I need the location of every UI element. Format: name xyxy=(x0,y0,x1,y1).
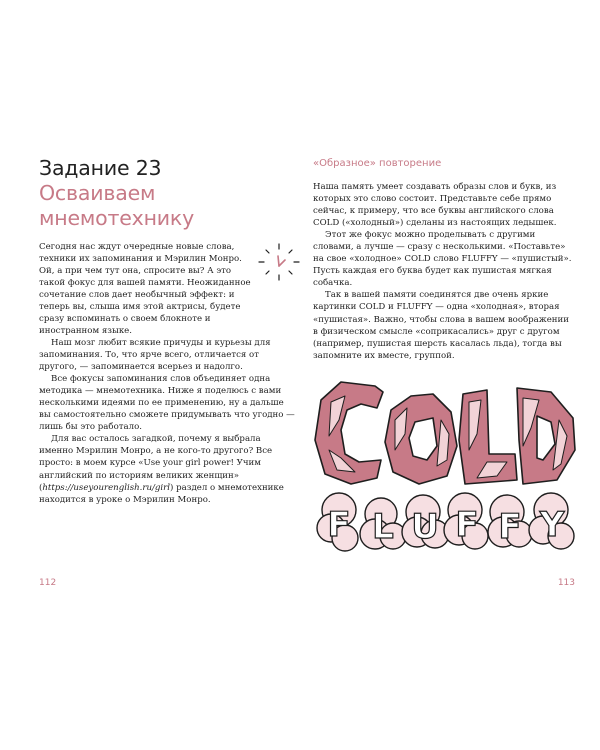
paragraph-4 xyxy=(39,433,297,505)
right-paragraph-2: Этот же фокус можно проделывать с другими словами, а лучше — сразу с несколькими. «Поставьте» на свое «холодное» COLD слово FLUFFY — «пушистый». Пусть каждая его буква будет как пушистая мягкая собачка. xyxy=(313,230,572,289)
page-number-right: 113 xyxy=(557,578,575,588)
right-paragraph-3: Так в вашей памяти соединятся две очень яркие картинки COLD и FLUFFY — одна «холодная», вторая «пушистая». Важно, чтобы слова в вашем воображении в физическом смысле «соприкасались» друг с другом (например, пушистая шерсть касалась льда), тогда вы запомните их вместе, группой. xyxy=(313,290,569,361)
left-page xyxy=(39,0,297,750)
paragraph-4-end: ) раздел о мнемотехнике находится в уроке о Мэрилин Монро. xyxy=(39,482,284,505)
right-text xyxy=(313,181,575,362)
cold-fluffy-illustration xyxy=(311,380,579,560)
intro-text xyxy=(39,241,251,337)
intro-paragraph: Сегодня нас ждут очередные новые слова, техники их запоминания и Мэрилин Монро. Ой, а при чем тут она, спросите вы? А это такой фокус для вашей памяти. Неожиданное сочетание слов дает необычный эффект: и теперь вы, слыша имя этой актрисы, будете сразу вспоминать о своем блокноте и иностранном языке. xyxy=(39,242,251,337)
right-page xyxy=(313,0,575,750)
cold-word-art xyxy=(315,382,575,484)
page-number-left: 112 xyxy=(39,578,57,588)
fluffy-word-art xyxy=(317,493,574,551)
clock-icon xyxy=(247,242,311,282)
paragraph-4-text: Для вас осталось загадкой, почему я выбрала именно Мэрилин Монро, а не кого-то другого? Все просто: в моем курсе «Use your girl power! Учим английский по историям великих женщин» ( xyxy=(39,434,273,493)
paragraph-2: Наш мозг любит всякие причуды и курьезы для запоминания. То, что ярче всего, отличается от другого, — запоминается всерьез и надолго. xyxy=(39,338,271,373)
task-subtitle: Осваиваем мнемотехнику xyxy=(39,181,195,230)
fluff-letter-f3: F xyxy=(498,507,522,547)
fluff-letter-f: F xyxy=(327,505,351,545)
fluff-letter-y: Y xyxy=(539,505,565,545)
section-heading: «Образное» повторение xyxy=(313,158,442,169)
right-paragraph-1: Наша память умеет создавать образы слов и букв, из которых это слово состоит. Представьте себе прямо сейчас, к примеру, что все буквы английского слова COLD («холодный») сделаны из настоящих ледышек. xyxy=(313,182,557,229)
course-link[interactable]: https://useyourenglish.ru/girl xyxy=(42,482,171,493)
task-title: Задание 23 xyxy=(39,156,162,180)
fluff-letter-u: U xyxy=(411,507,439,547)
main-text xyxy=(39,337,297,506)
illustration-svg xyxy=(311,380,579,560)
fluff-letter-f2: F xyxy=(455,505,479,545)
fluff-letter-l: L xyxy=(372,507,394,547)
paragraph-3: Все фокусы запоминания слов объединяет одна методика — мнемотехника. Ниже я поделюсь с вами несколькими идеями по ее применению, ну а дальше вы самостоятельно сможете придумывать что угодно — лишь бы это работало. xyxy=(39,374,295,433)
